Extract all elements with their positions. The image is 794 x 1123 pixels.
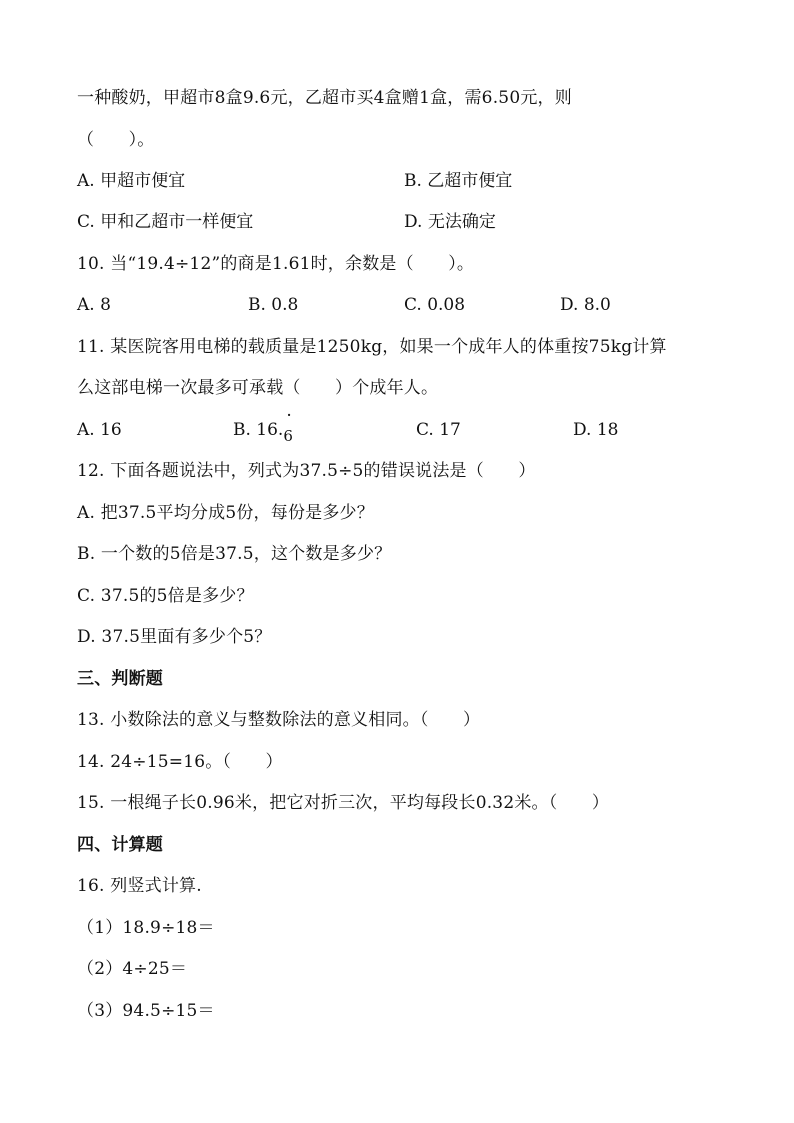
q12-stem: 12. 下面各题说法中，列式为37.5÷5的错误说法是（ ）	[77, 461, 536, 481]
q10-stem: 10. 当“19.4÷12”的商是1.61时，余数是（ ）。	[77, 254, 475, 274]
q12-option-a: A. 把37.5平均分成5份，每份是多少？	[77, 503, 374, 523]
q12-option-c: C. 37.5的5倍是多少？	[77, 586, 254, 606]
q16-item-3: （3）94.5÷15＝	[77, 1001, 215, 1021]
q16-item-2: （2）4÷25＝	[77, 959, 188, 979]
recurring-dot: ·	[286, 406, 292, 426]
q10-option-c: C. 0.08	[404, 295, 466, 315]
q16-stem: 16. 列竖式计算.	[77, 876, 202, 896]
q11-option-c: C. 17	[416, 420, 461, 440]
q10-option-b: B. 0.8	[248, 295, 299, 315]
q15-stem: 15. 一根绳子长0.96米，把它对折三次，平均每段长0.32米。（ ）	[77, 793, 610, 813]
q13-stem: 13. 小数除法的意义与整数除法的意义相同。（ ）	[77, 710, 481, 730]
q9-stem-line2: （ ）。	[77, 130, 155, 150]
q11-option-a: A. 16	[77, 420, 122, 440]
q11-stem-line1: 11. 某医院客用电梯的载质量是1250kg，如果一个成年人的体重按75kg计算	[77, 337, 667, 357]
q16-item-1: （1）18.9÷18＝	[77, 918, 215, 938]
q9-option-b: B. 乙超市便宜	[404, 171, 513, 191]
q9-option-a: A. 甲超市便宜	[77, 171, 186, 191]
q10-option-d: D. 8.0	[560, 295, 611, 315]
q12-option-d: D. 37.5里面有多少个5？	[77, 627, 272, 647]
q9-stem-line1: 一种酸奶，甲超市8盒9.6元，乙超市买4盒赠1盒，需6.50元，则	[77, 88, 572, 108]
q11-option-d: D. 18	[573, 420, 619, 440]
recurring-decimal	[283, 406, 293, 448]
recurring-digit: 6	[283, 427, 293, 445]
q12-option-b: B. 一个数的5倍是37.5，这个数是多少？	[77, 544, 392, 564]
section-3-title: 三、判断题	[77, 669, 163, 689]
q9-option-d: D. 无法确定	[404, 212, 496, 232]
q11-stem-line2: 么这部电梯一次最多可承载（ ）个成年人。	[77, 378, 439, 398]
q11-option-b	[233, 406, 293, 448]
q11-option-b-prefix: B. 16.	[233, 420, 284, 440]
q10-option-a: A. 8	[77, 295, 111, 315]
q14-stem: 14. 24÷15=16。（ ）	[77, 752, 283, 772]
q9-option-c: C. 甲和乙超市一样便宜	[77, 212, 254, 232]
section-4-title: 四、计算题	[77, 835, 163, 855]
